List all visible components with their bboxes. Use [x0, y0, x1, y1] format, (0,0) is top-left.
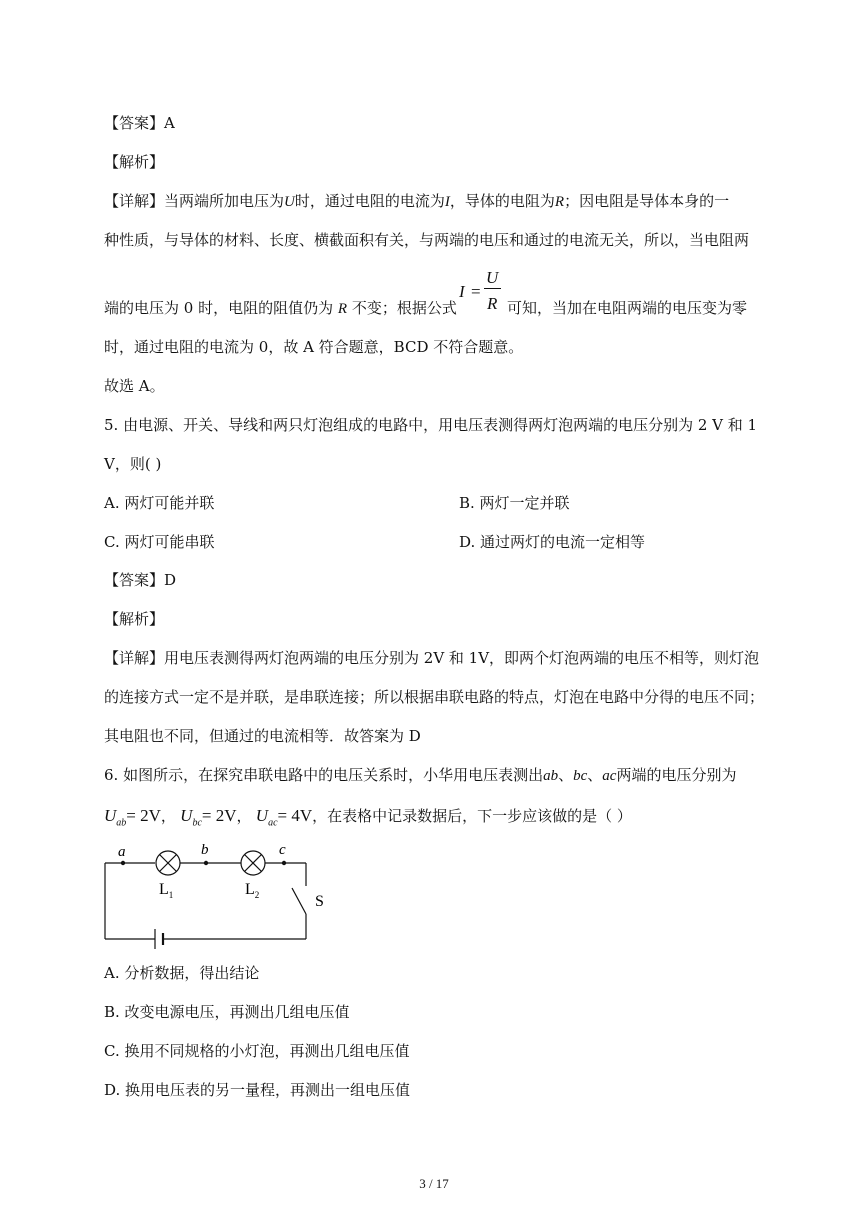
q5-detail-line-3: 其电阻也不同，但通过的电流相等．故答案为 D	[104, 727, 421, 745]
q6-stem-line-1: 6. 如图所示，在探究串联电路中的电压关系时，小华用电压表测出ab、bc、ac两端的电压分别为	[104, 766, 737, 784]
q4-detail-line-3a: 端的电压为 0 时，电阻的阻值仍为 R 不变；根据公式	[104, 299, 457, 317]
q4-analysis-heading: 【解析】	[104, 153, 165, 171]
junction-c	[282, 861, 286, 865]
formula-denominator: R	[487, 294, 498, 313]
q6-option-c: C. 换用不同规格的小灯泡，再测出几组电压值	[104, 1042, 410, 1060]
q6-option-a: A. 分析数据，得出结论	[104, 964, 260, 982]
q6-option-d: D. 换用电压表的另一量程，再测出一组电压值	[104, 1081, 411, 1099]
q5-option-b: B. 两灯一定并联	[459, 494, 570, 512]
label-l1: $L_1$	[159, 881, 174, 900]
fraction-bar	[484, 288, 501, 289]
junction-a	[121, 861, 125, 865]
label-a: a	[118, 844, 126, 860]
formula-equals: =	[471, 282, 481, 301]
q5-detail-line-1: 【详解】用电压表测得两灯泡两端的电压分别为 2V 和 1V，即两个灯泡两端的电压不相等，则灯泡	[104, 649, 760, 667]
q4-detail-line-1: 【详解】当两端所加电压为U时，通过电阻的电流为I，导体的电阻为R；因电阻是导体本身的一	[104, 192, 730, 210]
q5-answer: 【答案】D	[104, 571, 177, 589]
label-c: c	[279, 842, 286, 858]
q6-stem-line-2: $U_{ab}= 2V$， $U_{bc}= 2V$， $U_{ac}= 4V$，在表格中记录数据后，下一步应该做的是（ ）	[104, 806, 632, 829]
q4-answer: 【答案】A	[104, 114, 175, 132]
formula-lhs: I	[459, 282, 465, 301]
q4-conclusion: 故选 A。	[104, 377, 165, 395]
q4-detail-line-2: 种性质，与导体的材料、长度、横截面积有关，与两端的电压和通过的电流无关，所以，当电阻两	[104, 231, 750, 249]
q5-stem-line-2: V，则( )	[104, 455, 162, 473]
label-l2: $L_2$	[245, 881, 260, 900]
q4-detail-line-4: 时，通过电阻的电流为 0，故 A 符合题意，BCD 不符合题意。	[104, 338, 524, 356]
page-number: 3 / 17	[419, 1176, 449, 1191]
label-b: b	[201, 842, 209, 858]
q5-analysis-heading: 【解析】	[104, 610, 165, 628]
label-s: S	[315, 893, 324, 910]
q6-option-b: B. 改变电源电压，再测出几组电压值	[104, 1003, 350, 1021]
q5-stem-line-1: 5. 由电源、开关、导线和两只灯泡组成的电路中，用电压表测得两灯泡两端的电压分别为 2 V 和 1	[104, 416, 758, 434]
q5-option-c: C. 两灯可能串联	[104, 533, 215, 551]
switch-s-icon	[292, 888, 306, 914]
formula-numerator: U	[486, 268, 499, 287]
q5-detail-line-2: 的连接方式一定不是并联，是串联连接；所以根据串联电路的特点，灯泡在电路中分得的电压不同；	[104, 688, 765, 706]
junction-b	[204, 861, 208, 865]
q5-option-a: A. 两灯可能并联	[104, 494, 215, 512]
q5-option-d: D. 通过两灯的电流一定相等	[459, 533, 646, 551]
series-circuit-diagram	[95, 838, 345, 950]
q4-detail-line-3b: 可知，当加在电阻两端的电压变为零	[507, 299, 748, 317]
